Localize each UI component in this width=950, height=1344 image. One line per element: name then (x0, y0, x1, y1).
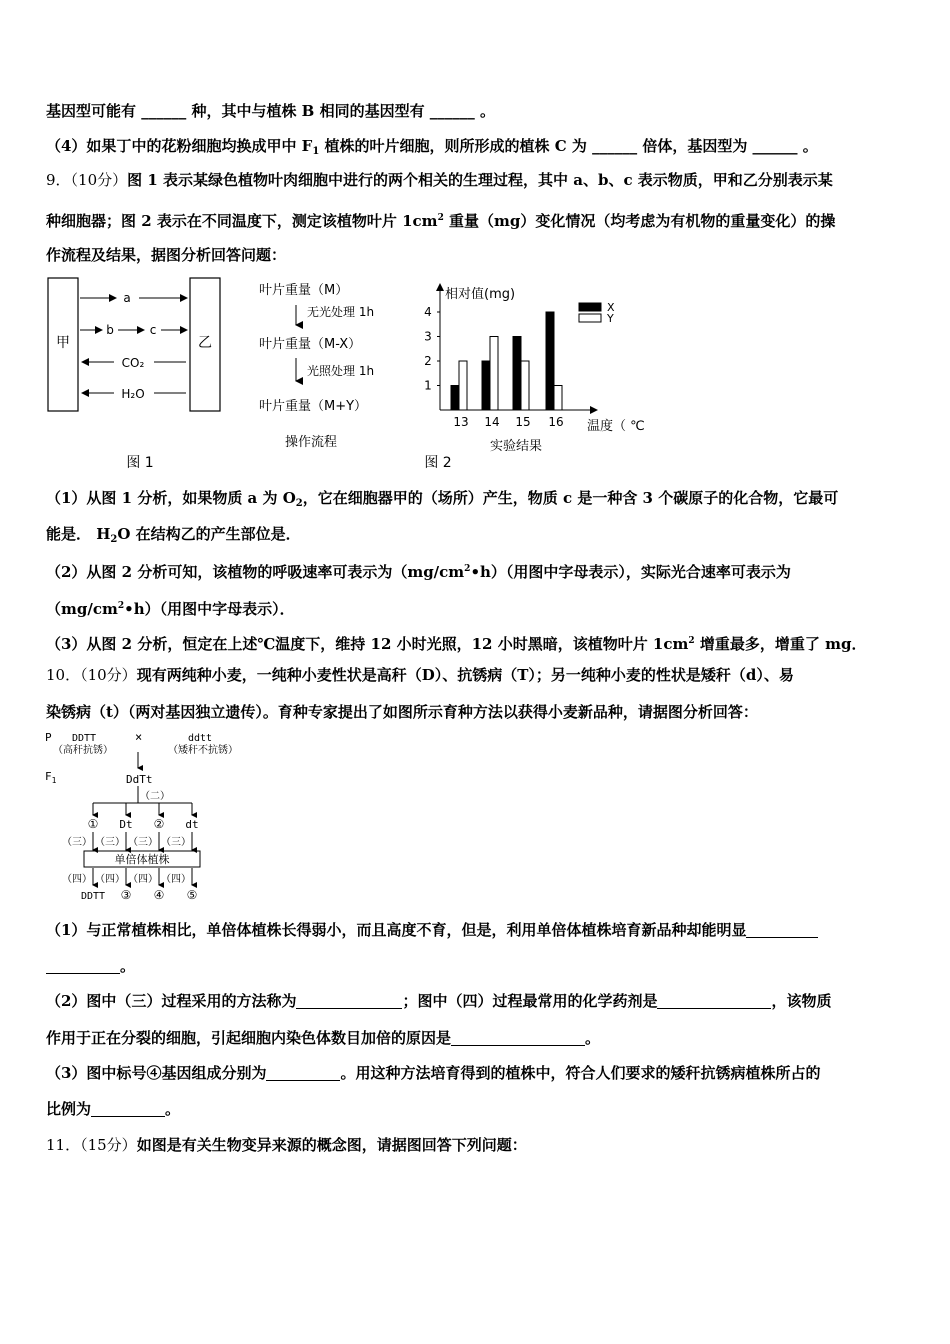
legend-swatch-x (579, 303, 601, 311)
x-tick-label: 15 (515, 415, 531, 429)
chart-caption: 实验结果 (489, 439, 543, 454)
breeding-diagram (40, 728, 270, 906)
bar-x-16 (546, 312, 554, 410)
step-3-label-1: （三） (62, 837, 92, 848)
q10-sub3-line-1: （3）图中标号④基因组成分别为 。用这种方法培育得到的植株中，符合人们要求的矮秆抗锈病植株所占的 (46, 1064, 821, 1082)
bar-x-13 (451, 386, 459, 411)
parent-label: P (45, 731, 52, 744)
haploid-box-label: 单倍体植株 (114, 853, 170, 866)
y-axis-label: 相对值(mg) (445, 287, 516, 302)
bar-y-13 (459, 361, 467, 410)
bar-x-14 (482, 361, 490, 410)
gamete-1: ① (87, 817, 99, 831)
answer-blank[interactable] (451, 1031, 585, 1046)
bar-y-15 (521, 361, 529, 410)
answer-blank[interactable] (46, 959, 120, 974)
q9-sub3-line: （3）从图 2 分析，恒定在上述℃温度下，维持 12 小时光照，12 小时黑暗，该植物叶片 $1cm^2$ 增重最多，增重了 mg． (46, 635, 867, 653)
step-4-label-2: （四） (95, 874, 125, 885)
step-4-label-1: （四） (62, 874, 92, 885)
result-4: ⑤ (186, 888, 198, 902)
x-tick-label: 16 (548, 415, 564, 429)
bar-y-14 (490, 337, 498, 411)
svg-text:F1 (45, 770, 57, 785)
result-3: ④ (153, 888, 165, 902)
step-3-label-2: （三） (95, 837, 125, 848)
q10-sub2-line-2: 作用于正在分裂的细胞，引起细胞内染色体数目加倍的原因是 。 (46, 1029, 601, 1047)
y-tick-label: 2 (424, 354, 432, 368)
legend-label-x: X (607, 301, 615, 314)
parent-1-phenotype: （高秆抗锈） (53, 745, 113, 756)
f1-label: F (45, 770, 52, 783)
label-c: c (149, 323, 157, 337)
question-9-line-2: 种细胞器；图 2 表示在不同温度下，测定该植物叶片 $1cm^2$ 重量（mg）变化情况（均考虑为有机物的重量变化）的操 (46, 212, 836, 230)
bar-x-15 (513, 337, 521, 411)
answer-blank[interactable] (266, 1066, 340, 1081)
flow-step-2: 叶片重量（M-X） (259, 337, 362, 352)
figure-1-diagram (44, 272, 234, 472)
legend-swatch-y (579, 314, 601, 322)
label-co2: CO₂ (121, 356, 145, 370)
question-11-number: 11．（15分） (46, 1136, 137, 1154)
text-line-1: 基因型可能有 ______ 种，其中与植株 B 相同的基因型有 ______ 。 (46, 102, 496, 120)
q9-sub1-line-1: （1）从图 1 分析，如果物质 a 为 $O_2$，它在细胞器甲的（场所）产生，物质 c 是一种含 3 个碳原子的化合物，它最可 (46, 489, 839, 509)
q10-sub1-line-2: 。 (46, 956, 906, 976)
q10-sub2-line-1: （2）图中（三）过程采用的方法称为 ；图中（四）过程最常用的化学药剂是 ，该物质 (46, 992, 832, 1010)
x-tick-label: 14 (484, 415, 500, 429)
flow-treatment-2: 光照处理 1h (307, 364, 375, 378)
figure-2-bar-chart (415, 276, 665, 474)
question-9-line-1: 9．（10分）图 1 表示某绿色植物叶肉细胞中进行的两个相关的生理过程，其中 a、b、c 表示物质，甲和乙分别表示某 (46, 171, 833, 189)
flow-step-1: 叶片重量（M） (259, 283, 349, 298)
step-4-label-4: （四） (161, 874, 191, 885)
gamete-4: dt (185, 818, 199, 831)
result-1: DDTT (80, 891, 106, 902)
y-tick-label: 1 (424, 378, 432, 393)
organelle-jia-label: 甲 (56, 335, 70, 351)
gamete-2: Dt (119, 818, 133, 831)
question-10-number: 10．（10分） (46, 666, 137, 684)
figure-2-caption: 图 2 (424, 455, 452, 471)
q10-sub1-line-1: （1）与正常植株相比，单倍体植株长得弱小，而且高度不育，但是，利用单倍体植株培育新品种却能明显 (46, 920, 906, 940)
flow-step-3: 叶片重量（M+Y） (259, 399, 368, 414)
x-tick-label: 13 (453, 415, 469, 429)
bar-y-16 (554, 386, 562, 411)
step-3-label-3: （三） (128, 837, 158, 848)
question-9-number: 9．（10分） (46, 171, 128, 189)
q9-sub2-line-2: $(mg/cm^2•h)$（用图中字母表示）． (46, 600, 295, 618)
parent-2-genotype: ddtt (188, 733, 213, 744)
step-2-label: （二） (140, 791, 170, 802)
step-4-label-3: （四） (128, 874, 158, 885)
q9-sub2-line-1: （2）从图 2 分析可知，该植物的呼吸速率可表示为$(mg/cm^2•h)$（用图中字母表示），实际光合速率可表示为 (46, 563, 791, 581)
q9-sub1-line-2: 能是． $H_2O$ 在结构乙的产生部位是． (46, 525, 301, 545)
flow-caption: 操作流程 (284, 435, 338, 450)
question-11-line: 11．（15分）如图是有关生物变异来源的概念图，请据图回答下列问题： (46, 1136, 527, 1154)
answer-blank[interactable] (91, 1102, 165, 1117)
y-tick-label: 3 (424, 329, 432, 344)
label-b: b (106, 323, 114, 337)
result-2: ③ (120, 888, 132, 902)
question-9-line-3: 作流程及结果，据图分析回答问题： (46, 246, 287, 264)
label-a: a (123, 291, 131, 305)
x-axis-label: 温度（ ℃ (587, 419, 645, 434)
answer-blank[interactable] (657, 994, 771, 1009)
text-line-2: （4）如果丁中的花粉细胞均换成甲中 $F_1$ 植株的叶片细胞，则所形成的植株 C 为 ______ 倍体，基因型为 ______ 。 (46, 137, 818, 157)
operation-flow-diagram (255, 275, 415, 455)
question-10-line-2: 染锈病（t）（两对基因独立遗传）。育种专家提出了如图所示育种方法以获得小麦新品种，请据图分析回答： (46, 703, 758, 721)
gamete-3: ② (153, 817, 165, 831)
organelle-yi-label: 乙 (198, 335, 212, 351)
step-3-label-4: （三） (161, 837, 191, 848)
cross-symbol: × (135, 730, 143, 744)
answer-blank[interactable] (746, 923, 818, 938)
f1-sub: 1 (51, 776, 57, 785)
label-h2o: H₂O (121, 387, 145, 401)
f1-genotype: DdTt (126, 773, 153, 786)
y-tick-label: 4 (424, 305, 432, 319)
legend-label-y: Y (607, 312, 614, 325)
parent-1-genotype: DDTT (72, 733, 97, 744)
figure-1-caption: 图 1 (126, 455, 154, 471)
parent-2-phenotype: （矮秆不抗锈） (168, 745, 238, 756)
q10-sub3-line-2: 比例为 。 (46, 1100, 181, 1118)
answer-blank[interactable] (296, 994, 402, 1009)
question-10-line-1: 10．（10分）现有两纯种小麦，一纯种小麦性状是高秆（D）、抗锈病（T）；另一纯种小麦的性状是矮秆（d）、易 (46, 666, 794, 684)
flow-treatment-1: 无光处理 1h (307, 305, 375, 319)
